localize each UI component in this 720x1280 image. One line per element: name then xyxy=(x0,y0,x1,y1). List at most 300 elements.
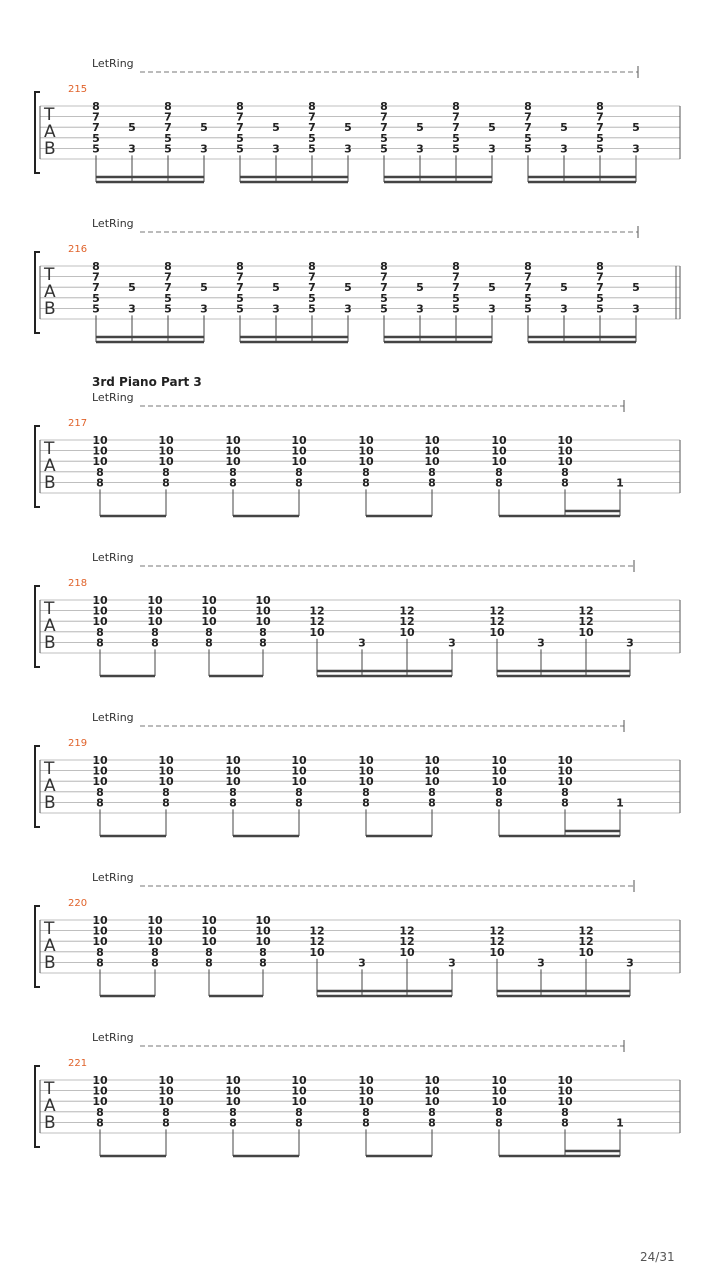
tab-fret-number: 8 xyxy=(236,100,244,113)
tab-fret-number: 8 xyxy=(295,1116,303,1130)
tab-fret-number: 8 xyxy=(495,796,503,810)
tab-fret-number: 7 xyxy=(524,121,532,135)
system-bracket xyxy=(35,426,40,507)
tab-fret-number: 5 xyxy=(524,291,532,305)
tab-clef-letter: A xyxy=(44,616,56,636)
tab-fret-number: 1 xyxy=(616,796,624,810)
tab-fret-number: 8 xyxy=(428,796,436,810)
tab-fret-number: 8 xyxy=(428,785,436,799)
tab-fret-number: 10 xyxy=(147,604,163,618)
tab-fret-number: 3 xyxy=(272,142,280,156)
tab-fret-number: 10 xyxy=(578,945,594,959)
let-ring-label: LetRing xyxy=(92,711,134,724)
tab-fret-number: 10 xyxy=(358,434,374,447)
tab-fret-number: 5 xyxy=(452,302,460,316)
tab-fret-number: 8 xyxy=(229,1105,237,1119)
tab-fret-number: 10 xyxy=(158,764,174,778)
tab-fret-number: 5 xyxy=(164,302,172,316)
tab-fret-number: 5 xyxy=(272,121,280,135)
tab-fret-number: 8 xyxy=(96,465,104,479)
tab-fret-number: 5 xyxy=(632,281,640,295)
tab-fret-number: 10 xyxy=(557,754,573,767)
tab-fret-number: 10 xyxy=(358,1095,374,1109)
tab-fret-number: 8 xyxy=(495,1116,503,1130)
tab-fret-number: 8 xyxy=(362,465,370,479)
tab-clef-letter: A xyxy=(44,776,56,796)
tab-fret-number: 10 xyxy=(147,594,163,607)
tab-fret-number: 10 xyxy=(255,604,271,618)
tab-fret-number: 10 xyxy=(358,764,374,778)
tab-fret-number: 8 xyxy=(151,945,159,959)
tab-fret-number: 10 xyxy=(309,945,325,959)
tab-fret-number: 8 xyxy=(96,945,104,959)
tab-fret-number: 10 xyxy=(92,935,108,949)
tab-fret-number: 8 xyxy=(96,785,104,799)
tab-fret-number: 5 xyxy=(380,131,388,145)
tab-fret-number: 12 xyxy=(399,924,415,938)
tab-fret-number: 8 xyxy=(229,785,237,799)
tab-fret-number: 10 xyxy=(291,754,307,767)
tab-fret-number: 8 xyxy=(92,260,100,273)
tab-clef-letter: B xyxy=(44,633,56,653)
tab-fret-number: 12 xyxy=(489,924,505,938)
tab-fret-number: 8 xyxy=(308,260,316,273)
tab-clef-letter: A xyxy=(44,936,56,956)
tab-fret-number: 5 xyxy=(200,281,208,295)
tab-fret-number: 8 xyxy=(362,1116,370,1130)
tab-fret-number: 12 xyxy=(399,604,415,618)
tab-system-215 xyxy=(35,66,680,182)
tab-fret-number: 8 xyxy=(205,636,213,650)
tab-fret-number: 5 xyxy=(308,291,316,305)
tab-fret-number: 3 xyxy=(560,302,568,316)
tab-fret-number: 10 xyxy=(291,775,307,789)
tab-fret-number: 5 xyxy=(92,131,100,145)
measure-number: 218 xyxy=(68,578,88,589)
tab-fret-number: 7 xyxy=(380,281,388,295)
tab-fret-number: 5 xyxy=(92,302,100,316)
tab-fret-number: 8 xyxy=(229,796,237,810)
tab-fret-number: 5 xyxy=(380,302,388,316)
tab-fret-number: 3 xyxy=(632,302,640,316)
tab-fret-number: 7 xyxy=(236,270,244,284)
tab-fret-number: 3 xyxy=(448,636,456,650)
tab-system-220 xyxy=(35,880,680,996)
tab-fret-number: 8 xyxy=(96,1116,104,1130)
system-bracket xyxy=(35,1066,40,1147)
tab-fret-number: 12 xyxy=(309,604,325,618)
tab-fret-number: 7 xyxy=(452,110,460,124)
tab-fret-number: 8 xyxy=(295,465,303,479)
tab-fret-number: 12 xyxy=(578,615,594,629)
tab-fret-number: 7 xyxy=(92,110,100,124)
tab-system-217 xyxy=(35,400,680,516)
tab-fret-number: 10 xyxy=(201,615,217,629)
tab-fret-number: 10 xyxy=(491,434,507,447)
tab-fret-number: 8 xyxy=(96,796,104,810)
tab-fret-number: 8 xyxy=(428,465,436,479)
tab-clef-letter: B xyxy=(44,139,56,159)
system-bracket xyxy=(35,586,40,667)
tab-clef-letter: B xyxy=(44,1113,56,1133)
tab-fret-number: 5 xyxy=(596,302,604,316)
tab-clef-letter: A xyxy=(44,456,56,476)
tab-fret-number: 8 xyxy=(428,1116,436,1130)
tab-fret-number: 5 xyxy=(416,121,424,135)
measure-number: 220 xyxy=(68,898,88,909)
tab-fret-number: 10 xyxy=(424,1095,440,1109)
tab-fret-number: 10 xyxy=(225,1095,241,1109)
tab-fret-number: 8 xyxy=(380,260,388,273)
tab-clef-letter: T xyxy=(44,439,55,459)
tab-clef-letter: B xyxy=(44,953,56,973)
tab-fret-number: 5 xyxy=(452,291,460,305)
tab-fret-number: 7 xyxy=(92,121,100,135)
tab-fret-number: 8 xyxy=(259,945,267,959)
tab-fret-number: 12 xyxy=(489,604,505,618)
tab-fret-number: 10 xyxy=(291,1074,307,1087)
tab-fret-number: 5 xyxy=(380,291,388,305)
tab-fret-number: 10 xyxy=(201,604,217,618)
tab-system-219 xyxy=(35,720,680,836)
tab-fret-number: 3 xyxy=(488,302,496,316)
tab-fret-number: 10 xyxy=(92,924,108,938)
tab-fret-number: 7 xyxy=(596,270,604,284)
tab-fret-number: 10 xyxy=(557,775,573,789)
tab-fret-number: 5 xyxy=(128,121,136,135)
tab-fret-number: 10 xyxy=(92,594,108,607)
tab-fret-number: 5 xyxy=(524,131,532,145)
tab-fret-number: 3 xyxy=(626,636,634,650)
tab-fret-number: 10 xyxy=(92,615,108,629)
tab-fret-number: 5 xyxy=(200,121,208,135)
tab-fret-number: 10 xyxy=(491,1074,507,1087)
tab-fret-number: 10 xyxy=(92,754,108,767)
tab-fret-number: 8 xyxy=(205,945,213,959)
page-number: 24/31 xyxy=(640,1250,675,1264)
tab-fret-number: 10 xyxy=(424,764,440,778)
tab-fret-number: 5 xyxy=(560,281,568,295)
tab-fret-number: 10 xyxy=(358,444,374,458)
tab-fret-number: 8 xyxy=(96,1105,104,1119)
tab-fret-number: 8 xyxy=(308,100,316,113)
tab-clef-letter: T xyxy=(44,1079,55,1099)
tab-fret-number: 8 xyxy=(362,785,370,799)
tab-fret-number: 7 xyxy=(596,110,604,124)
tab-fret-number: 12 xyxy=(578,935,594,949)
tab-fret-number: 8 xyxy=(362,476,370,490)
tab-fret-number: 10 xyxy=(424,434,440,447)
tab-fret-number: 10 xyxy=(225,764,241,778)
tab-clef-letter: T xyxy=(44,105,55,125)
tab-fret-number: 8 xyxy=(295,476,303,490)
tab-fret-number: 7 xyxy=(92,281,100,295)
tab-fret-number: 3 xyxy=(560,142,568,156)
tab-fret-number: 7 xyxy=(236,281,244,295)
tab-fret-number: 5 xyxy=(236,142,244,156)
tab-fret-number: 10 xyxy=(491,1095,507,1109)
tab-fret-number: 5 xyxy=(164,291,172,305)
tab-fret-number: 10 xyxy=(92,444,108,458)
tab-fret-number: 5 xyxy=(632,121,640,135)
tab-fret-number: 10 xyxy=(225,775,241,789)
tab-fret-number: 8 xyxy=(495,785,503,799)
tab-fret-number: 8 xyxy=(151,636,159,650)
tab-fret-number: 3 xyxy=(632,142,640,156)
tab-fret-number: 7 xyxy=(308,281,316,295)
tab-fret-number: 8 xyxy=(561,1105,569,1119)
let-ring-label: LetRing xyxy=(92,217,134,230)
tab-fret-number: 8 xyxy=(561,796,569,810)
tab-fret-number: 8 xyxy=(92,100,100,113)
tab-fret-number: 8 xyxy=(561,476,569,490)
tab-fret-number: 8 xyxy=(295,796,303,810)
tab-fret-number: 10 xyxy=(291,455,307,469)
tab-fret-number: 12 xyxy=(578,604,594,618)
tab-fret-number: 1 xyxy=(616,476,624,490)
tab-fret-number: 3 xyxy=(200,302,208,316)
tab-fret-number: 5 xyxy=(344,121,352,135)
tab-clef-letter: B xyxy=(44,473,56,493)
tab-fret-number: 8 xyxy=(162,796,170,810)
tab-fret-number: 10 xyxy=(158,775,174,789)
tab-fret-number: 10 xyxy=(491,444,507,458)
tab-fret-number: 7 xyxy=(452,121,460,135)
tab-fret-number: 12 xyxy=(309,615,325,629)
tab-fret-number: 10 xyxy=(255,594,271,607)
tab-fret-number: 10 xyxy=(489,945,505,959)
tab-fret-number: 10 xyxy=(158,434,174,447)
tab-fret-number: 12 xyxy=(309,935,325,949)
tab-fret-number: 8 xyxy=(164,260,172,273)
tab-fret-number: 10 xyxy=(255,924,271,938)
tab-fret-number: 7 xyxy=(524,281,532,295)
tab-fret-number: 10 xyxy=(358,1084,374,1098)
tab-fret-number: 10 xyxy=(424,1074,440,1087)
tab-fret-number: 8 xyxy=(524,260,532,273)
tab-fret-number: 10 xyxy=(557,455,573,469)
tab-clef-letter: T xyxy=(44,599,55,619)
tab-clef-letter: A xyxy=(44,122,56,142)
tab-fret-number: 3 xyxy=(537,636,545,650)
tab-fret-number: 8 xyxy=(164,100,172,113)
tab-fret-number: 8 xyxy=(495,476,503,490)
tab-fret-number: 5 xyxy=(524,302,532,316)
tab-fret-number: 8 xyxy=(596,100,604,113)
tab-fret-number: 8 xyxy=(596,260,604,273)
tab-clef-letter: T xyxy=(44,759,55,779)
tab-fret-number: 10 xyxy=(358,775,374,789)
tab-fret-number: 10 xyxy=(557,1095,573,1109)
tab-fret-number: 10 xyxy=(358,1074,374,1087)
tab-fret-number: 7 xyxy=(596,281,604,295)
tab-fret-number: 7 xyxy=(236,110,244,124)
tab-fret-number: 10 xyxy=(291,1095,307,1109)
tab-fret-number: 10 xyxy=(201,594,217,607)
tab-fret-number: 10 xyxy=(424,1084,440,1098)
tab-fret-number: 3 xyxy=(200,142,208,156)
tab-fret-number: 7 xyxy=(308,110,316,124)
tab-fret-number: 10 xyxy=(291,764,307,778)
tab-fret-number: 3 xyxy=(344,142,352,156)
tab-fret-number: 8 xyxy=(229,465,237,479)
tab-system-218 xyxy=(35,560,680,676)
tab-fret-number: 7 xyxy=(380,110,388,124)
tab-fret-number: 10 xyxy=(424,754,440,767)
let-ring-label: LetRing xyxy=(92,551,134,564)
tab-fret-number: 5 xyxy=(164,142,172,156)
tab-fret-number: 10 xyxy=(491,1084,507,1098)
tab-fret-number: 8 xyxy=(561,465,569,479)
tab-fret-number: 8 xyxy=(295,785,303,799)
tab-fret-number: 8 xyxy=(428,476,436,490)
section-title: 3rd Piano Part 3 xyxy=(92,375,202,389)
tab-fret-number: 10 xyxy=(92,434,108,447)
tab-fret-number: 10 xyxy=(557,434,573,447)
tab-fret-number: 8 xyxy=(162,476,170,490)
tab-fret-number: 5 xyxy=(380,142,388,156)
tab-fret-number: 8 xyxy=(561,1116,569,1130)
tab-fret-number: 7 xyxy=(164,281,172,295)
tab-fret-number: 12 xyxy=(399,935,415,949)
let-ring-label: LetRing xyxy=(92,57,134,70)
tab-clef-letter: A xyxy=(44,282,56,302)
tab-fret-number: 5 xyxy=(92,291,100,305)
tab-fret-number: 10 xyxy=(424,775,440,789)
tab-fret-number: 3 xyxy=(488,142,496,156)
tab-fret-number: 10 xyxy=(158,1084,174,1098)
tab-clef-letter: B xyxy=(44,299,56,319)
tab-system-221 xyxy=(35,1040,680,1156)
tab-fret-number: 8 xyxy=(259,636,267,650)
tab-fret-number: 10 xyxy=(491,455,507,469)
tab-fret-number: 10 xyxy=(158,1074,174,1087)
tab-fret-number: 10 xyxy=(489,625,505,639)
tab-fret-number: 10 xyxy=(147,615,163,629)
tab-fret-number: 8 xyxy=(495,1105,503,1119)
tab-fret-number: 5 xyxy=(596,142,604,156)
measure-number: 217 xyxy=(68,418,88,429)
tab-fret-number: 8 xyxy=(259,956,267,970)
tab-fret-number: 3 xyxy=(358,636,366,650)
let-ring-label: LetRing xyxy=(92,871,134,884)
tab-fret-number: 10 xyxy=(158,1095,174,1109)
tab-fret-number: 10 xyxy=(309,625,325,639)
tab-fret-number: 10 xyxy=(158,444,174,458)
tab-fret-number: 5 xyxy=(452,142,460,156)
tab-fret-number: 5 xyxy=(236,291,244,305)
let-ring-label: LetRing xyxy=(92,391,134,404)
tab-fret-number: 7 xyxy=(524,110,532,124)
tab-fret-number: 10 xyxy=(147,914,163,927)
tab-fret-number: 8 xyxy=(236,260,244,273)
tab-fret-number: 8 xyxy=(495,465,503,479)
tab-fret-number: 10 xyxy=(255,935,271,949)
measure-number: 215 xyxy=(68,84,88,95)
tab-fret-number: 10 xyxy=(291,1084,307,1098)
tab-fret-number: 7 xyxy=(452,270,460,284)
tab-fret-number: 5 xyxy=(236,302,244,316)
tab-fret-number: 10 xyxy=(358,455,374,469)
tab-fret-number: 7 xyxy=(452,281,460,295)
tab-fret-number: 1 xyxy=(616,1116,624,1130)
tab-fret-number: 8 xyxy=(96,625,104,639)
tab-fret-number: 12 xyxy=(489,615,505,629)
tab-fret-number: 10 xyxy=(92,455,108,469)
tab-fret-number: 10 xyxy=(92,1095,108,1109)
tab-fret-number: 12 xyxy=(309,924,325,938)
tab-fret-number: 3 xyxy=(626,956,634,970)
tab-fret-number: 10 xyxy=(399,945,415,959)
system-bracket xyxy=(35,92,40,173)
tab-fret-number: 10 xyxy=(92,1084,108,1098)
tab-fret-number: 3 xyxy=(358,956,366,970)
tab-fret-number: 8 xyxy=(380,100,388,113)
tab-fret-number: 10 xyxy=(201,935,217,949)
measure-number: 216 xyxy=(68,244,88,255)
tab-fret-number: 7 xyxy=(596,121,604,135)
tab-fret-number: 10 xyxy=(557,1074,573,1087)
tab-fret-number: 10 xyxy=(557,444,573,458)
tab-fret-number: 10 xyxy=(358,754,374,767)
tab-fret-number: 3 xyxy=(416,302,424,316)
tab-fret-number: 10 xyxy=(225,754,241,767)
tab-fret-number: 10 xyxy=(424,444,440,458)
tab-fret-number: 8 xyxy=(452,100,460,113)
tab-fret-number: 3 xyxy=(128,302,136,316)
tab-fret-number: 10 xyxy=(291,444,307,458)
tab-fret-number: 10 xyxy=(147,935,163,949)
tab-fret-number: 7 xyxy=(164,121,172,135)
tab-fret-number: 10 xyxy=(225,455,241,469)
tab-fret-number: 5 xyxy=(272,281,280,295)
tab-fret-number: 5 xyxy=(164,131,172,145)
tab-fret-number: 8 xyxy=(259,625,267,639)
tab-fret-number: 5 xyxy=(308,142,316,156)
tab-fret-number: 5 xyxy=(308,302,316,316)
tab-system-216 xyxy=(35,226,680,342)
tab-fret-number: 8 xyxy=(229,1116,237,1130)
tab-fret-number: 7 xyxy=(164,110,172,124)
tab-fret-number: 5 xyxy=(488,281,496,295)
tab-fret-number: 10 xyxy=(147,924,163,938)
tab-fret-number: 10 xyxy=(491,764,507,778)
tab-fret-number: 10 xyxy=(225,1084,241,1098)
tab-fret-number: 10 xyxy=(557,1084,573,1098)
measure-number: 221 xyxy=(68,1058,88,1069)
tab-fret-number: 5 xyxy=(344,281,352,295)
tab-fret-number: 10 xyxy=(92,1074,108,1087)
tab-fret-number: 8 xyxy=(362,1105,370,1119)
tab-fret-number: 8 xyxy=(428,1105,436,1119)
tab-fret-number: 8 xyxy=(162,1116,170,1130)
tab-fret-number: 8 xyxy=(151,625,159,639)
tab-fret-number: 8 xyxy=(561,785,569,799)
tab-fret-number: 12 xyxy=(489,935,505,949)
tab-fret-number: 10 xyxy=(255,914,271,927)
measure-number: 219 xyxy=(68,738,88,749)
tab-fret-number: 8 xyxy=(295,1105,303,1119)
tab-fret-number: 7 xyxy=(308,270,316,284)
tab-fret-number: 8 xyxy=(96,956,104,970)
tab-fret-number: 3 xyxy=(128,142,136,156)
tab-fret-number: 10 xyxy=(158,754,174,767)
tab-fret-number: 8 xyxy=(162,1105,170,1119)
tab-clef-letter: B xyxy=(44,793,56,813)
tab-fret-number: 3 xyxy=(448,956,456,970)
let-ring-label: LetRing xyxy=(92,1031,134,1044)
tab-fret-number: 10 xyxy=(424,455,440,469)
